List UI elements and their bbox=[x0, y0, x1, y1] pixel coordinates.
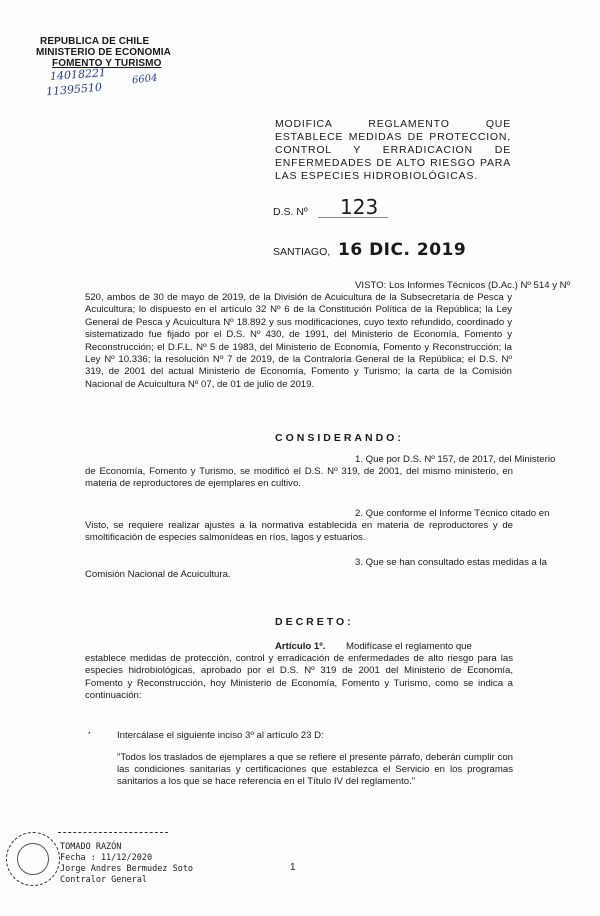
stamp-divider bbox=[58, 832, 168, 833]
considerando-1-first: 1. Que por D.S. Nº 157, de 2017, del Ministerio bbox=[355, 454, 556, 465]
handwritten-number-2: 11395510 bbox=[45, 80, 103, 99]
decreto-heading: DECRETO: bbox=[275, 616, 354, 628]
article-1-body: establece medidas de protección, control y erradicación de enfermedades de alto riesgo para las especies hidrobiológicas, aprobado por el D.S. Nº 319 de 2001 del Ministerio de Economía, Fomento y Reconstrucción, hoy Ministerio de Economía, Fomento y Turismo, como se indica a continuación: bbox=[85, 653, 513, 702]
ds-label: D.S. Nº bbox=[273, 206, 308, 218]
considerando-3-body: Comisión Nacional de Acuicultura. bbox=[85, 569, 231, 580]
article-1-label: Artículo 1º. bbox=[275, 641, 326, 652]
contraloria-seal bbox=[6, 832, 60, 886]
date-value: 16 DIC. 2019 bbox=[338, 240, 467, 260]
considerando-2-body: Visto, se requiere realizar ajustes a la normativa establecida en materia de reproductores y de smoltificación de especies salmonídeas en ríos, lagos y estuarios. bbox=[85, 520, 513, 544]
page-number: 1 bbox=[290, 862, 296, 873]
visto-first-line: VISTO: Los Informes Técnicos (D.Ac.) Nº 514 y Nº bbox=[355, 280, 571, 291]
article-1-first: Modifícase el reglamento que bbox=[346, 641, 472, 652]
ds-underline bbox=[318, 217, 388, 218]
considerando-1-body: de Economía, Fomento y Turismo, se modificó el D.S. Nº 319, de 2001, del mismo ministerio, en materia de reproductores de ejemplares en cultivo. bbox=[85, 466, 513, 490]
header-ministry-sub: FOMENTO Y TURISMO bbox=[52, 58, 162, 69]
stamp-line-1: TOMADO RAZÓN bbox=[60, 842, 122, 852]
handwritten-number-1: 14018221 bbox=[49, 66, 107, 83]
item-text: Intercálase el siguiente inciso 3º al artículo 23 D: bbox=[117, 730, 324, 741]
considerando-3-first: 3. Que se han consultado estas medidas a la bbox=[355, 557, 547, 568]
handwritten-number-3: 6604 bbox=[131, 72, 158, 87]
ds-number: 123 bbox=[340, 195, 379, 219]
header-republic: REPUBLICA DE CHILE bbox=[40, 36, 150, 47]
considerando-2-first: 2. Que conforme el Informe Técnico citado en bbox=[355, 508, 550, 519]
considerando-heading: CONSIDERANDO: bbox=[275, 432, 404, 444]
item-bullet: · bbox=[88, 728, 92, 739]
date-label: SANTIAGO, bbox=[273, 246, 331, 258]
stamp-line-2: Fecha : 11/12/2020 bbox=[60, 853, 153, 863]
visto-body: 520, ambos de 30 de mayo de 2019, de la División de Acuicultura de la Subsecretaría de Pesca y Acuicultura; lo dispuesto en el artículo 32 Nº 6 de la Constitución Política de la República; la Ley General de Pesca y Acuicultura Nº 18.892 y sus modificaciones, cuyo texto refundido, coordinado y sistematizado fue fijado por el D.S. Nº 430, de 1991, del Ministerio de Economía, Fomento y Reconstrucción; el D.F.L. Nº 5 de 1983, del Ministerio de Economía, Fomento y Reconstrucción; la Ley Nº 10.336; la resolución Nº 7 de 2019, de la Contraloría General de la República; el D.S. Nº 319, de 2001 del actual Ministerio de Economía, Fomento y Turismo; la carta de la Comisión Nacional de Acuicultura Nº 07, de 01 de julio de 2019. bbox=[85, 292, 512, 390]
decree-title: MODIFICA REGLAMENTO QUE ESTABLECE MEDIDAS DE PROTECCION, CONTROL Y ERRADICACION DE ENFERMEDADES DE ALTO RIESGO PARA LAS ESPECIES HIDROBIOLÓGICAS. bbox=[275, 118, 511, 182]
stamp-line-3: Jorge Andres Bermudez Soto bbox=[60, 864, 194, 874]
quote-text: "Todos los traslados de ejemplares a que se refiere el presente párrafo, deberán cumplir con las condiciones sanitarias y certificaciones que establezca el Servicio en los programas sanitarios a los que se hace referencia en el Título IV del reglamento." bbox=[117, 752, 513, 787]
header-ministry: MINISTERIO DE ECONOMIA bbox=[36, 47, 171, 58]
stamp-line-4: Contralor General bbox=[60, 875, 147, 885]
